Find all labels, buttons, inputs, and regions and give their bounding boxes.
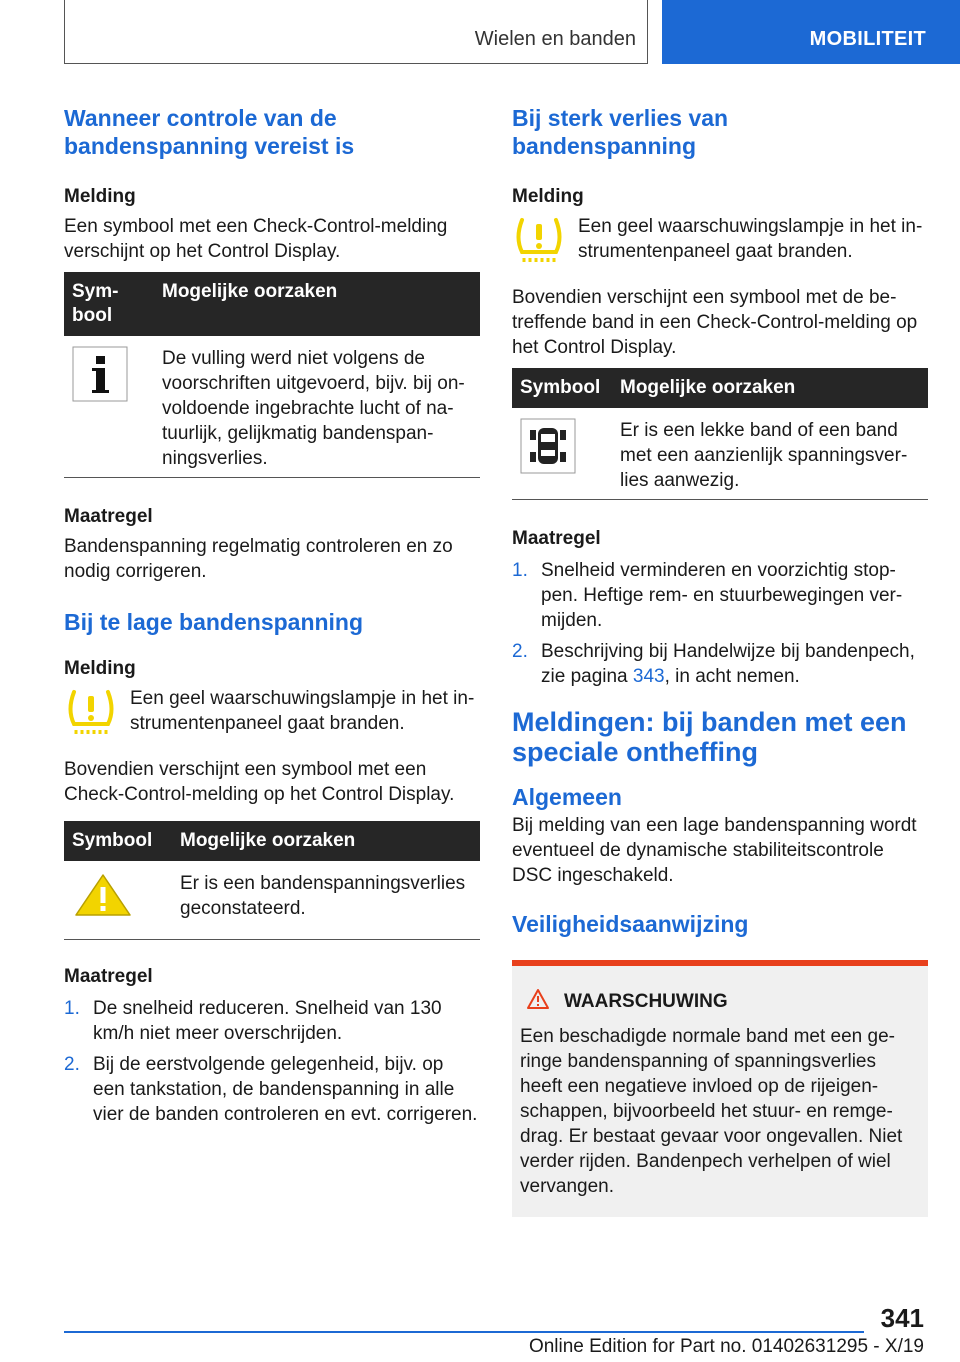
table-header-causes: Mogelijke oorzaken — [612, 368, 928, 408]
maatregel-label: Maatregel — [512, 528, 601, 549]
table-header-causes: Mogelijke oorzaken — [172, 821, 480, 861]
warning-title: WAARSCHUWING — [564, 991, 728, 1012]
melding-label: Melding — [512, 186, 584, 207]
footer-divider — [64, 1331, 864, 1333]
algemeen-text: Bij melding van een lage bandenspanning wordt eventueel de dynamische stabiliteitscontrole DSC ingeschakeld. — [512, 815, 917, 886]
symbol-table — [512, 368, 928, 500]
table-row — [64, 336, 480, 478]
melding-label: Melding — [64, 186, 136, 207]
right-column — [512, 104, 928, 1217]
list-item: 2. Beschrijving bij Handelwijze bij bandenpech, zie pagina 343, in acht nemen. — [512, 641, 915, 687]
subsection-heading: Bij te lage bandenspanning — [64, 609, 364, 635]
header-section-title: Wielen en banden — [474, 28, 636, 50]
warning-box — [512, 960, 928, 1217]
left-column — [64, 104, 480, 1133]
steps-list — [512, 558, 928, 689]
table-header-symbol: Sym- bool — [64, 272, 154, 336]
steps-list — [64, 996, 480, 1127]
section-heading: Bij sterk verlies van bandenspanning — [512, 105, 729, 159]
subsection-heading: Veiligheidsaanwijzing — [512, 911, 749, 937]
table-header-symbol: Symbool — [64, 821, 172, 861]
table-row — [512, 408, 928, 500]
table-cell-cause: Er is een lekke band of een band met een aanzienlijk spanningsver- lies aanwezig. — [612, 408, 928, 500]
info-icon — [72, 386, 128, 407]
maatregel-label: Maatregel — [64, 506, 153, 527]
tire-pressure-warning-icon — [64, 686, 130, 741]
footer-text: Online Edition for Part no. 01402631295 - X/19 — [528, 1336, 924, 1357]
list-item: 1. De snelheid reduceren. Snelheid van 130 km/h niet meer overschrijden. — [64, 998, 442, 1044]
table-header-causes: Mogelijke oorzaken — [154, 272, 480, 336]
subsection-heading: Algemeen — [512, 784, 622, 810]
tire-pressure-warning-icon — [512, 214, 578, 269]
section-heading: Wanneer controle van de bandenspanning vereist is — [64, 105, 355, 159]
maatregel-text: Bandenspanning regelmatig controleren en zo nodig corrigeren. — [64, 536, 453, 582]
table-header-symbol: Symbool — [512, 368, 612, 408]
warning-triangle-icon — [72, 903, 134, 924]
page-number: 341 — [880, 1303, 924, 1333]
melding-text-extra: Bovendien verschijnt een symbool met de be- treffende band in een Check-Control-melding op het Control Display. — [512, 287, 918, 358]
list-item: 1. Snelheid verminderen en voorzichtig stop- pen. Heftige rem- en stuurbewegingen ver- mijden. — [512, 560, 903, 631]
warning-text: Een beschadigde normale band met een ge- ringe bandenspanning of spanningsverlies heeft een negatieve invloed op de rijeigen- schappen, bijvoorbeeld het stuur- en remge- drag. Er bestaat gevaar voor ongevallen. Niet verder rijden. Bandenpech verhelpen of wiel vervangen. — [520, 1026, 903, 1197]
header-chapter-tab: MOBILITEIT — [662, 0, 960, 64]
car-flat-tire-icon — [520, 458, 576, 479]
melding-label: Melding — [64, 658, 136, 679]
page-link[interactable]: 343 — [632, 666, 665, 687]
melding-text: Een geel waarschuwingslampje in het in- strumentenpaneel gaat branden. — [578, 216, 923, 262]
list-item: 2. Bij de eerstvolgende gelegenheid, bijv. op een tankstation, de bandenspanning in alle vier de banden controleren en evt. corrigeren. — [64, 1054, 478, 1125]
table-row — [64, 861, 480, 940]
symbol-table — [64, 821, 480, 940]
maatregel-label: Maatregel — [64, 966, 153, 987]
table-cell-cause: De vulling werd niet volgens de voorschriften uitgevoerd, bijv. bij on- voldoende ingebrachte lucht of na- tuurlijk, gelijkmatig bandenspan- ningsverlies. — [154, 336, 480, 478]
table-cell-cause: Er is een bandenspanningsverlies geconstateerd. — [172, 861, 480, 940]
melding-text-extra: Bovendien verschijnt een symbool met een Check-Control-melding op het Control Display. — [64, 759, 455, 805]
section-heading: Meldingen: bij banden met een speciale ontheffing — [512, 707, 907, 767]
melding-text: Een symbool met een Check-Control-melding verschijnt op het Control Display. — [64, 216, 448, 262]
melding-text: Een geel waarschuwingslampje in het in- strumentenpaneel gaat branden. — [130, 688, 475, 734]
warning-triangle-outline-icon — [526, 988, 550, 1016]
symbol-table — [64, 272, 480, 478]
